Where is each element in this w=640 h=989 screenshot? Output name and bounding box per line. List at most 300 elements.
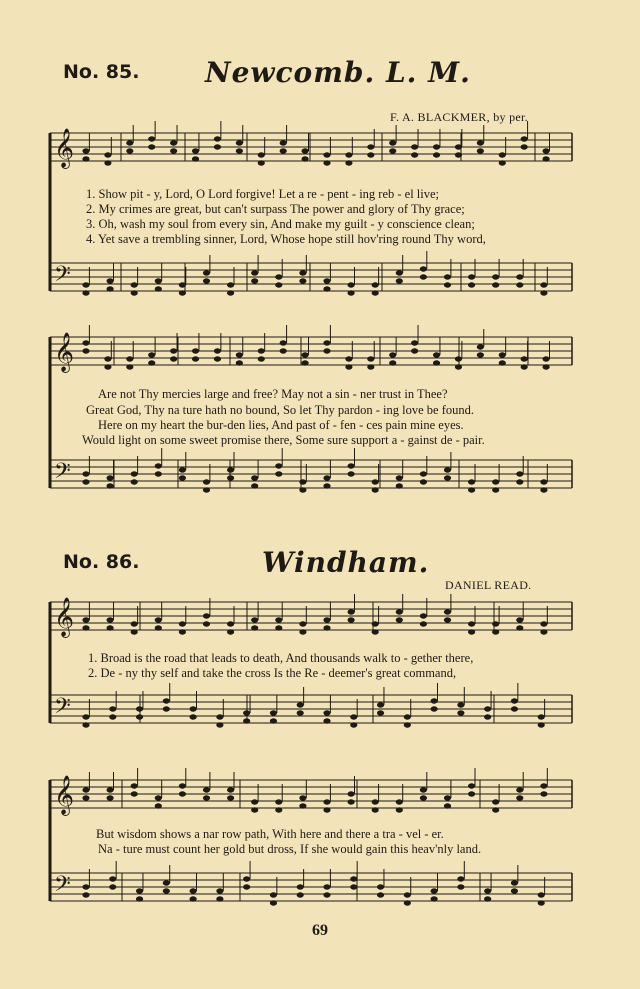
note-head — [131, 783, 138, 788]
note-head — [227, 467, 234, 472]
note-head — [190, 896, 197, 901]
note-head — [251, 483, 258, 488]
note-head — [179, 629, 186, 634]
note-head — [323, 340, 330, 345]
note-head — [468, 282, 475, 287]
note-head — [323, 348, 330, 353]
note-head — [214, 356, 221, 361]
note-head — [511, 880, 518, 885]
note-head — [203, 487, 210, 492]
note-head — [431, 888, 438, 893]
note-head — [251, 625, 258, 630]
note-head — [136, 706, 143, 711]
note-head — [538, 714, 545, 719]
note-head — [444, 467, 451, 472]
note-head — [82, 722, 89, 727]
note-head — [179, 475, 186, 480]
note-head — [511, 888, 518, 893]
note-head — [540, 621, 547, 626]
note-head — [389, 140, 396, 145]
note-head — [170, 356, 177, 361]
hymn85-title: Newcomb. L. M. — [205, 56, 471, 89]
lyric-line: 3. Oh, wash my soul from every sin, And make my guilt - y conscience clean; — [86, 217, 475, 231]
note-head — [511, 706, 518, 711]
note-head — [227, 621, 234, 626]
note-head — [367, 356, 374, 361]
note-head — [411, 340, 418, 345]
note-head — [251, 270, 258, 275]
hymn86-composer: DANIEL READ. — [445, 578, 532, 592]
note-head — [411, 348, 418, 353]
note-head — [301, 148, 308, 153]
lyric-line: 2. My crimes are great, but can't surpass The power and glory of Thy grace; — [86, 202, 465, 216]
note-head — [348, 463, 355, 468]
note-head — [299, 621, 306, 626]
note-head — [367, 144, 374, 149]
note-head — [299, 803, 306, 808]
note-head — [492, 621, 499, 626]
note-head — [468, 629, 475, 634]
lyric-line: 1. Broad is the road that leads to death, And thousands walk to - gether there, — [88, 651, 474, 665]
lyric-line: Na - ture must count her gold but dross, If she would gain this heav'nly land. — [98, 842, 482, 856]
note-head — [521, 364, 528, 369]
note-head — [477, 352, 484, 357]
note-head — [345, 356, 352, 361]
note-head — [484, 714, 491, 719]
note-head — [216, 888, 223, 893]
note-head — [444, 617, 451, 622]
note-head — [104, 364, 111, 369]
note-head — [155, 625, 162, 630]
note-head — [455, 152, 462, 157]
note-head — [131, 629, 138, 634]
note-head — [389, 352, 396, 357]
note-head — [372, 290, 379, 295]
note-head — [155, 803, 162, 808]
note-head — [420, 621, 427, 626]
note-head — [323, 625, 330, 630]
note-head — [275, 463, 282, 468]
note-head — [538, 900, 545, 905]
note-head — [109, 876, 116, 881]
note-head — [542, 364, 549, 369]
note-head — [82, 617, 89, 622]
note-head — [516, 625, 523, 630]
lyric-line: Great God, Thy na ture hath no bound, So let Thy pardon - ing love be found. — [86, 403, 475, 417]
note-head — [270, 892, 277, 897]
note-head — [420, 795, 427, 800]
note-head — [420, 613, 427, 618]
note-head — [323, 892, 330, 897]
note-head — [155, 286, 162, 291]
lyric-line: 2. De - ny thy self and take the cross Is the Re - deemer's great command, — [88, 666, 457, 680]
note-head — [155, 471, 162, 476]
note-head — [516, 282, 523, 287]
note-head — [155, 278, 162, 283]
note-head — [542, 148, 549, 153]
note-head — [516, 274, 523, 279]
note-head — [190, 888, 197, 893]
note-head — [431, 896, 438, 901]
note-head — [280, 140, 287, 145]
note-head — [227, 787, 234, 792]
note-head — [542, 356, 549, 361]
note-head — [104, 160, 111, 165]
note-head — [216, 714, 223, 719]
note-head — [148, 352, 155, 357]
note-head — [236, 140, 243, 145]
note-head — [420, 471, 427, 476]
note-head — [345, 364, 352, 369]
note-head — [323, 286, 330, 291]
note-head — [251, 475, 258, 480]
note-head — [492, 282, 499, 287]
note-head — [540, 282, 547, 287]
note-head — [516, 617, 523, 622]
note-head — [404, 714, 411, 719]
note-head — [420, 266, 427, 271]
note-head — [323, 152, 330, 157]
note-head — [540, 290, 547, 295]
note-head — [367, 364, 374, 369]
note-head — [82, 471, 89, 476]
note-head — [301, 352, 308, 357]
note-head — [163, 706, 170, 711]
note-head — [107, 787, 114, 792]
lyric-line: But wisdom shows a nar row path, With here and there a tra - vel - er. — [96, 827, 444, 841]
note-head — [227, 282, 234, 287]
note-head — [411, 152, 418, 157]
note-head — [179, 467, 186, 472]
note-head — [126, 364, 133, 369]
note-head — [82, 282, 89, 287]
note-head — [396, 617, 403, 622]
note-head — [348, 609, 355, 614]
note-head — [126, 140, 133, 145]
note-head — [179, 290, 186, 295]
note-head — [179, 791, 186, 796]
note-head — [404, 900, 411, 905]
note-head — [107, 483, 114, 488]
note-head — [275, 471, 282, 476]
note-head — [155, 795, 162, 800]
note-head — [163, 880, 170, 885]
hymn86-title: Windham. — [262, 546, 430, 579]
note-head — [104, 152, 111, 157]
bass-clef-icon: 𝄢 — [54, 872, 71, 902]
note-head — [521, 144, 528, 149]
note-head — [109, 884, 116, 889]
note-head — [484, 706, 491, 711]
note-head — [131, 621, 138, 626]
note-head — [477, 148, 484, 153]
note-head — [484, 888, 491, 893]
note-head — [431, 706, 438, 711]
note-head — [270, 710, 277, 715]
lyric-line: 4. Yet save a trembling sinner, Lord, Whose hope still hov'ring round Thy word, — [86, 232, 486, 246]
note-head — [455, 364, 462, 369]
note-head — [477, 140, 484, 145]
bass-clef-icon: 𝄢 — [54, 459, 71, 489]
note-head — [275, 282, 282, 287]
note-head — [350, 722, 357, 727]
note-head — [420, 479, 427, 484]
note-head — [280, 348, 287, 353]
note-head — [396, 278, 403, 283]
treble-clef-icon: 𝄞 — [54, 332, 75, 372]
note-head — [82, 156, 89, 161]
note-head — [433, 144, 440, 149]
note-head — [179, 621, 186, 626]
note-head — [492, 487, 499, 492]
note-head — [538, 892, 545, 897]
note-head — [348, 290, 355, 295]
note-head — [107, 625, 114, 630]
note-head — [297, 892, 304, 897]
note-head — [372, 282, 379, 287]
note-head — [109, 706, 116, 711]
note-head — [214, 136, 221, 141]
note-head — [136, 714, 143, 719]
note-head — [214, 348, 221, 353]
bass-clef-icon: 𝄢 — [54, 694, 71, 724]
note-head — [477, 344, 484, 349]
note-head — [348, 791, 355, 796]
note-head — [192, 348, 199, 353]
note-head — [82, 340, 89, 345]
treble-clef-icon: 𝄞 — [54, 128, 75, 168]
note-head — [499, 352, 506, 357]
note-head — [540, 479, 547, 484]
note-head — [540, 783, 547, 788]
note-head — [396, 807, 403, 812]
note-head — [420, 787, 427, 792]
note-head — [499, 160, 506, 165]
note-head — [323, 710, 330, 715]
note-head — [243, 718, 250, 723]
note-head — [190, 706, 197, 711]
note-head — [377, 892, 384, 897]
note-head — [372, 807, 379, 812]
note-head — [82, 148, 89, 153]
note-head — [516, 795, 523, 800]
note-head — [492, 274, 499, 279]
note-head — [236, 360, 243, 365]
note-head — [131, 471, 138, 476]
note-head — [82, 348, 89, 353]
note-head — [542, 156, 549, 161]
note-head — [109, 714, 116, 719]
note-head — [492, 629, 499, 634]
note-head — [540, 629, 547, 634]
note-head — [468, 487, 475, 492]
note-head — [126, 148, 133, 153]
note-head — [457, 884, 464, 889]
note-head — [457, 702, 464, 707]
note-head — [299, 270, 306, 275]
note-head — [203, 270, 210, 275]
note-head — [192, 156, 199, 161]
note-head — [323, 807, 330, 812]
note-head — [350, 884, 357, 889]
hymn85-composer: F. A. BLACKMER, by per. — [390, 110, 528, 124]
lyric-line: Here on my heart the bur-den lies, And past of - fen - ces pain mine eyes. — [98, 418, 464, 432]
note-head — [280, 340, 287, 345]
note-head — [203, 613, 210, 618]
note-head — [377, 884, 384, 889]
note-head — [251, 278, 258, 283]
note-head — [323, 884, 330, 889]
note-head — [350, 714, 357, 719]
note-head — [148, 136, 155, 141]
note-head — [396, 270, 403, 275]
note-head — [372, 621, 379, 626]
note-head — [275, 625, 282, 630]
note-head — [521, 356, 528, 361]
note-head — [243, 710, 250, 715]
note-head — [540, 487, 547, 492]
note-head — [251, 807, 258, 812]
note-head — [348, 617, 355, 622]
note-head — [82, 884, 89, 889]
note-head — [323, 617, 330, 622]
treble-clef-icon: 𝄞 — [54, 597, 75, 637]
note-head — [372, 479, 379, 484]
note-head — [131, 282, 138, 287]
note-head — [396, 609, 403, 614]
note-head — [367, 152, 374, 157]
note-head — [203, 278, 210, 283]
note-head — [348, 471, 355, 476]
note-head — [192, 148, 199, 153]
note-head — [492, 479, 499, 484]
lyric-line: Are not Thy mercies large and free? May not a sin - ner trust in Thee? — [98, 387, 448, 401]
note-head — [372, 799, 379, 804]
hymn86-number: No. 86. — [63, 551, 140, 573]
note-head — [82, 787, 89, 792]
note-head — [444, 609, 451, 614]
note-head — [163, 888, 170, 893]
note-head — [455, 144, 462, 149]
note-head — [444, 475, 451, 480]
note-head — [404, 892, 411, 897]
note-head — [236, 352, 243, 357]
note-head — [433, 352, 440, 357]
note-head — [457, 710, 464, 715]
note-head — [420, 274, 427, 279]
note-head — [258, 348, 265, 353]
note-head — [389, 148, 396, 153]
note-head — [236, 148, 243, 153]
note-head — [297, 702, 304, 707]
note-head — [345, 152, 352, 157]
note-head — [170, 148, 177, 153]
note-head — [444, 274, 451, 279]
note-head — [323, 475, 330, 480]
note-head — [468, 479, 475, 484]
note-head — [251, 617, 258, 622]
note-head — [82, 625, 89, 630]
note-head — [155, 463, 162, 468]
note-head — [190, 714, 197, 719]
note-head — [126, 356, 133, 361]
note-head — [131, 479, 138, 484]
note-head — [323, 483, 330, 488]
note-head — [511, 698, 518, 703]
note-head — [275, 617, 282, 622]
note-head — [136, 888, 143, 893]
note-head — [299, 278, 306, 283]
note-head — [396, 799, 403, 804]
note-head — [297, 710, 304, 715]
note-head — [404, 722, 411, 727]
note-head — [396, 475, 403, 480]
note-head — [372, 487, 379, 492]
note-head — [457, 876, 464, 881]
note-head — [243, 884, 250, 889]
note-head — [203, 479, 210, 484]
note-head — [163, 698, 170, 703]
note-head — [377, 702, 384, 707]
note-head — [148, 144, 155, 149]
note-head — [107, 795, 114, 800]
page-number: 69 — [312, 922, 328, 939]
note-head — [492, 807, 499, 812]
note-head — [216, 896, 223, 901]
note-head — [270, 718, 277, 723]
note-head — [411, 144, 418, 149]
note-head — [203, 795, 210, 800]
note-head — [468, 621, 475, 626]
note-head — [107, 286, 114, 291]
note-head — [275, 807, 282, 812]
note-head — [323, 799, 330, 804]
note-head — [192, 356, 199, 361]
note-head — [345, 160, 352, 165]
note-head — [258, 152, 265, 157]
note-head — [396, 483, 403, 488]
note-head — [499, 152, 506, 157]
note-head — [444, 803, 451, 808]
note-head — [227, 475, 234, 480]
note-head — [243, 876, 250, 881]
note-head — [389, 360, 396, 365]
note-head — [280, 148, 287, 153]
note-head — [214, 144, 221, 149]
note-head — [323, 160, 330, 165]
note-head — [468, 791, 475, 796]
note-head — [377, 710, 384, 715]
note-head — [227, 629, 234, 634]
note-head — [227, 795, 234, 800]
note-head — [499, 360, 506, 365]
note-head — [82, 290, 89, 295]
note-head — [444, 795, 451, 800]
note-head — [372, 629, 379, 634]
note-head — [82, 714, 89, 719]
note-head — [170, 348, 177, 353]
note-head — [275, 274, 282, 279]
note-head — [203, 787, 210, 792]
note-head — [484, 896, 491, 901]
note-head — [348, 799, 355, 804]
note-head — [301, 156, 308, 161]
note-head — [297, 884, 304, 889]
note-head — [82, 795, 89, 800]
note-head — [136, 896, 143, 901]
note-head — [299, 479, 306, 484]
bass-clef-icon: 𝄢 — [54, 262, 71, 292]
